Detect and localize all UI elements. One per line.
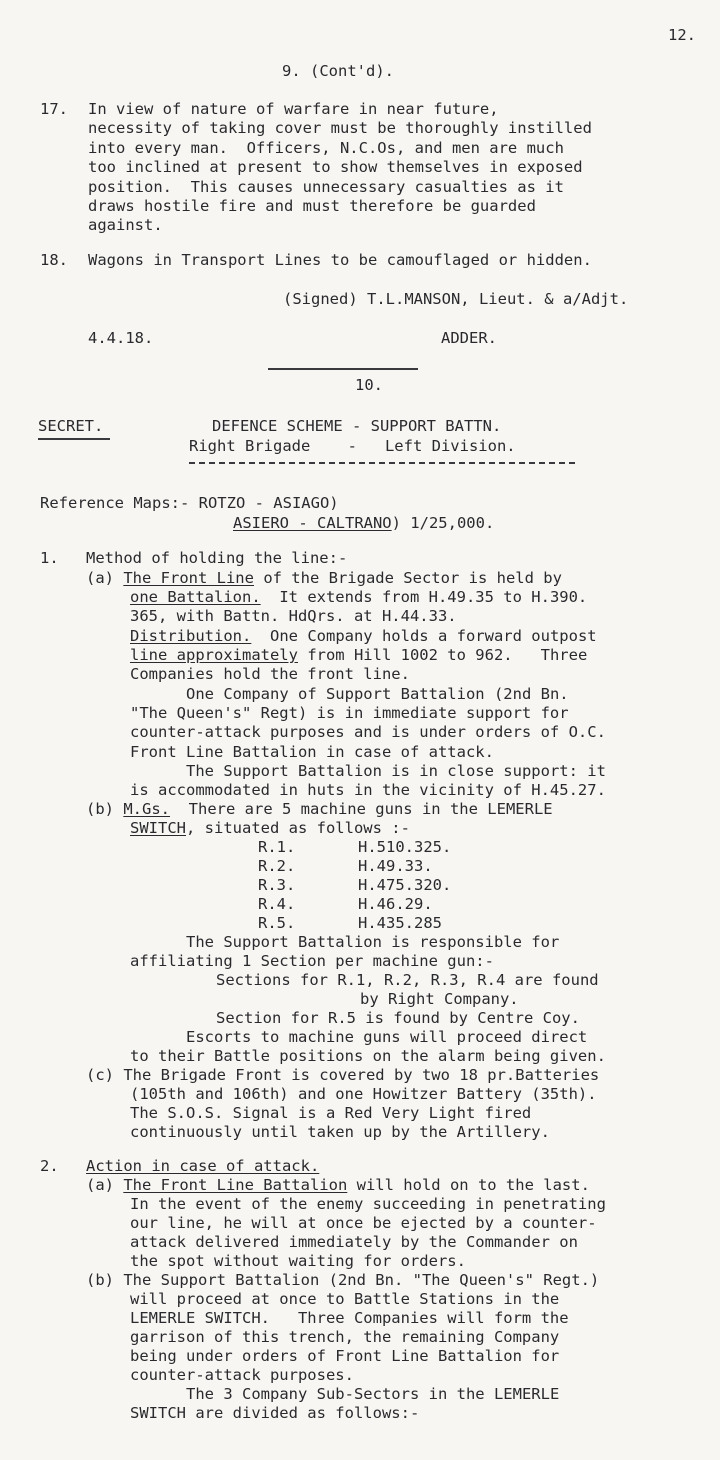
distribution-term: Distribution. xyxy=(130,627,252,645)
para-1b-text: There are 5 machine guns in the LEMERLE xyxy=(170,800,553,818)
para-1b-line xyxy=(130,819,410,837)
para-1a-line: The Support Battalion is in close support: it xyxy=(186,762,606,780)
item-17-line: In view of nature of warfare in near future, xyxy=(88,100,499,118)
para-1a-text: One Company holds a forward outpost xyxy=(251,627,597,645)
para-1a-line: is accommodated in huts in the vicinity of H.45.27. xyxy=(130,781,606,799)
para-1b-line: by Right Company. xyxy=(360,990,519,1008)
title-line-2: Right Brigade - Left Division. xyxy=(189,437,516,455)
para-2a-text: will hold on to the last. xyxy=(347,1176,590,1194)
section-number: 10. xyxy=(355,376,383,394)
para-2b-line: counter-attack purposes. xyxy=(130,1366,354,1384)
para-1c-line: (c) The Brigade Front is covered by two 18 pr.Batteries xyxy=(86,1066,600,1084)
mg-position-id: R.1. xyxy=(258,838,296,856)
date: 4.4.18. xyxy=(88,329,154,347)
para-1a-text: of the Brigade Sector is held by xyxy=(253,569,562,587)
para-1a-label: (a) xyxy=(86,569,124,587)
para-2a-line: attack delivered immediately by the Commander on xyxy=(130,1233,578,1251)
mg-position-id: R.2. xyxy=(258,857,296,875)
para-1c-line: The S.O.S. Signal is a Red Very Light fired xyxy=(130,1104,532,1122)
para-1a-line: One Company of Support Battalion (2nd Bn. xyxy=(186,685,569,703)
reference-maps-label: Reference Maps:- xyxy=(40,494,199,512)
para-2a-line: In the event of the enemy succeeding in penetrating xyxy=(130,1195,606,1213)
para-1b-line: Sections for R.1, R.2, R.3, R.4 are found xyxy=(216,971,599,989)
para-2b-line: garrison of this trench, the remaining Company xyxy=(130,1328,560,1346)
para-1a-line: Companies hold the front line. xyxy=(130,665,410,683)
item-17-line: position. This causes unnecessary casualties as it xyxy=(88,178,564,196)
separator-rule xyxy=(268,368,418,370)
item-17-line: against. xyxy=(88,216,163,234)
para-2b-line: will proceed at once to Battle Stations in the xyxy=(130,1290,560,1308)
mg-position-ref: H.435.285 xyxy=(358,914,442,932)
secret-underline xyxy=(38,438,110,440)
mg-position-id: R.3. xyxy=(258,876,296,894)
title-line-1: DEFENCE SCHEME - SUPPORT BATTN. xyxy=(212,417,502,435)
para-1a-line xyxy=(86,569,562,587)
para-1b-text: , situated as follows :- xyxy=(186,819,410,837)
para-2b-line: (b) The Support Battalion (2nd Bn. "The Queen's" Regt.) xyxy=(86,1271,600,1289)
reference-map-2: ASIERO - CALTRANO xyxy=(233,514,392,532)
para-1a-line xyxy=(130,646,587,664)
front-line-term: The Front Line xyxy=(123,569,254,587)
reference-maps xyxy=(40,494,339,512)
one-battalion-term: one Battalion. xyxy=(130,588,261,606)
para-1b-label: (b) xyxy=(86,800,124,818)
reference-scale: ) 1/25,000. xyxy=(391,514,495,532)
mg-position-ref: H.46.29. xyxy=(358,895,433,913)
item-18-number: 18. xyxy=(40,251,68,269)
para-1b-line: to their Battle positions on the alarm being given. xyxy=(130,1047,606,1065)
para-1a-line: "The Queen's" Regt) is in immediate support for xyxy=(130,704,569,722)
para-2b-line: LEMERLE SWITCH. Three Companies will form the xyxy=(130,1309,569,1327)
item-17-line: necessity of taking cover must be thoroughly instilled xyxy=(88,119,592,137)
page-number: 12. xyxy=(668,26,696,44)
para-1a-line: counter-attack purposes and is under orders of O.C. xyxy=(130,723,606,741)
para-2a-line: our line, he will at once be ejected by a counter- xyxy=(130,1214,597,1232)
item-18-text: Wagons in Transport Lines to be camouflaged or hidden. xyxy=(88,251,592,269)
para-1b-line: Escorts to machine guns will proceed direct xyxy=(186,1028,588,1046)
item-17-line: into every man. Officers, N.C.Os, and men are much xyxy=(88,139,564,157)
para-2-heading: Action in case of attack. xyxy=(86,1157,320,1175)
switch-term: SWITCH xyxy=(130,819,186,837)
secret-label: SECRET. xyxy=(38,417,104,435)
para-2b-line: being under orders of Front Line Battalion for xyxy=(130,1347,560,1365)
para-2a-label: (a) xyxy=(86,1176,124,1194)
para-1b-line: affiliating 1 Section per machine gun:- xyxy=(130,952,494,970)
para-1a-line xyxy=(130,588,587,606)
para-1a-line xyxy=(130,627,597,645)
para-1-number: 1. xyxy=(40,549,59,567)
mgs-term: M.Gs. xyxy=(123,800,170,818)
para-2b-line: SWITCH are divided as follows:- xyxy=(130,1404,420,1422)
item-17-number: 17. xyxy=(40,100,68,118)
mg-position-ref: H.49.33. xyxy=(358,857,433,875)
para-1-heading: Method of holding the line:- xyxy=(86,549,348,567)
mg-position-ref: H.510.325. xyxy=(358,838,452,856)
para-2b-line: The 3 Company Sub-Sectors in the LEMERLE xyxy=(186,1385,560,1403)
reference-maps-line-2 xyxy=(233,514,494,532)
item-17-line: draws hostile fire and must therefore be guarded xyxy=(88,197,536,215)
para-2a-line xyxy=(86,1176,590,1194)
para-2-number: 2. xyxy=(40,1157,59,1175)
code-name: ADDER. xyxy=(441,329,497,347)
para-1a-text: from Hill 1002 to 962. Three xyxy=(297,646,588,664)
para-1a-line: Front Line Battalion in case of attack. xyxy=(130,743,494,761)
mg-position-id: R.4. xyxy=(258,895,296,913)
para-1c-line: (105th and 106th) and one Howitzer Battery (35th). xyxy=(130,1085,597,1103)
mg-position-id: R.5. xyxy=(258,914,296,932)
signature-line: (Signed) T.L.MANSON, Lieut. & a/Adjt. xyxy=(283,290,629,308)
front-line-battalion-term: The Front Line Battalion xyxy=(123,1176,348,1194)
para-2a-line: the spot without waiting for orders. xyxy=(130,1252,466,1270)
para-1a-text: It extends from H.49.35 to H.390. xyxy=(260,588,588,606)
mg-position-ref: H.475.320. xyxy=(358,876,452,894)
para-1b-line xyxy=(86,800,553,818)
item-17-line: too inclined at present to show themselves in exposed xyxy=(88,158,583,176)
continued-heading: 9. (Cont'd). xyxy=(282,62,394,80)
reference-map-1: ROTZO - ASIAGO) xyxy=(198,494,339,512)
para-1b-line: The Support Battalion is responsible for xyxy=(186,933,560,951)
title-dashed-rule xyxy=(189,462,575,464)
line-approximately-term: line approximately xyxy=(130,646,298,664)
para-1a-line: 365, with Battn. HdQrs. at H.44.33. xyxy=(130,607,457,625)
para-1c-line: continuously until taken up by the Artillery. xyxy=(130,1123,550,1141)
para-1b-line: Section for R.5 is found by Centre Coy. xyxy=(216,1009,580,1027)
